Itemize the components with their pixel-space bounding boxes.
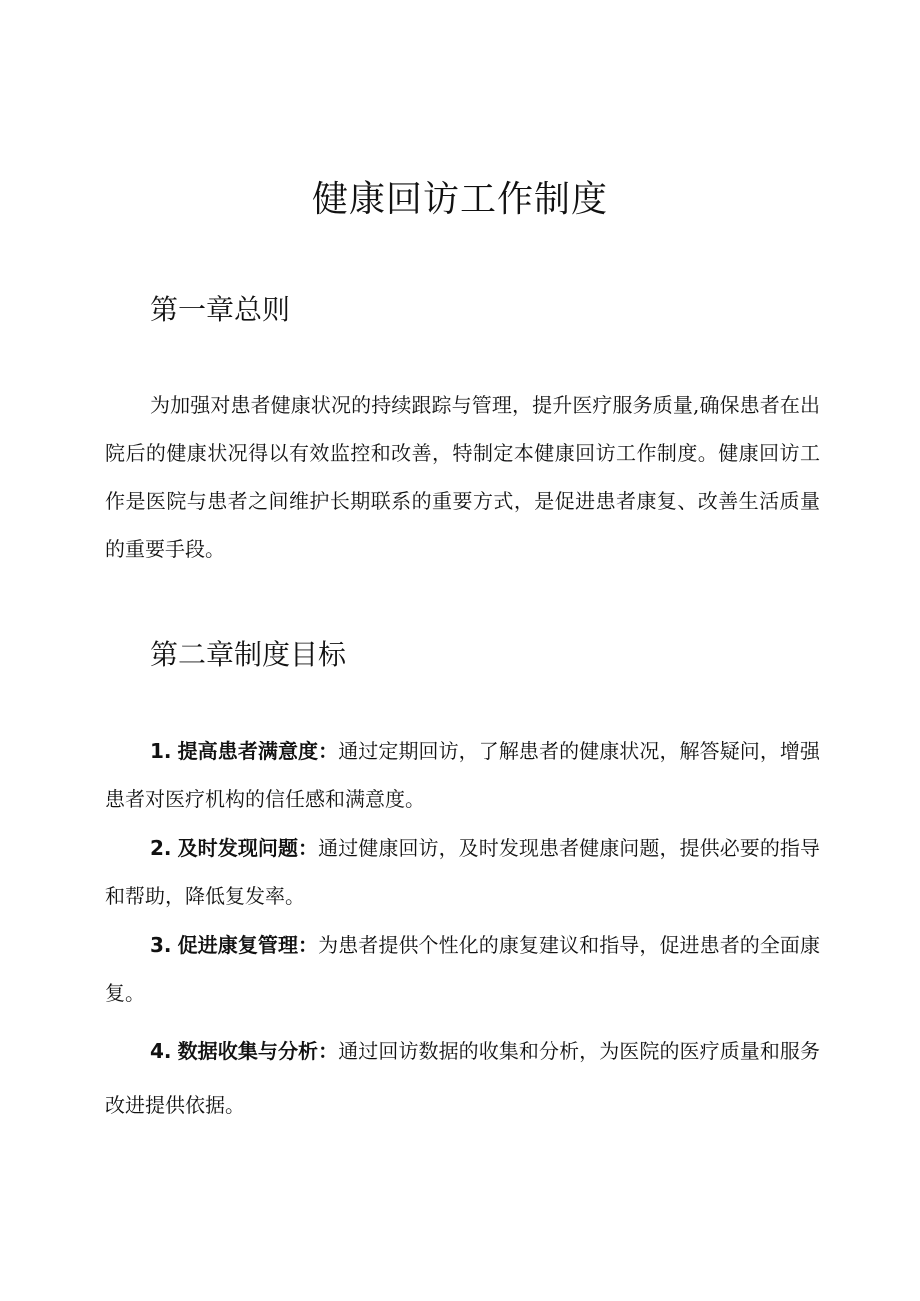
chapter-1-paragraph: 为加强对患者健康状况的持续跟踪与管理，提升医疗服务质量,确保患者在出院后的健康状况得以有效监控和改善，特制定本健康回访工作制度。健康回访工作是医院与患者之间维护长期联系的重要方式，是促进患者康复、改善生活质量的重要手段。	[105, 393, 820, 561]
goal-item-label: 提高患者满意度：	[177, 739, 339, 763]
chapter-1-heading: 第一章总则	[150, 293, 291, 326]
goal-item-text: 通过定期回访，了解患者的健康状况，解答疑问，增强患者对医疗机构的信任感和满意度。	[105, 739, 821, 811]
goal-item-text: 通过健康回访，及时发现患者健康问题，提供必要的指导和帮助，降低复发率。	[105, 836, 821, 908]
chapter-2-heading: 第二章制度目标	[150, 638, 347, 671]
goal-item-number: 2.	[150, 836, 172, 860]
goal-item-2	[105, 824, 820, 920]
goal-item-number: 3.	[150, 933, 172, 957]
goal-item-text: 通过回访数据的收集和分析，为医院的医疗质量和服务改进提供依据。	[105, 1039, 821, 1117]
document-title: 健康回访工作制度	[311, 179, 608, 220]
goal-item-label: 数据收集与分析：	[177, 1039, 339, 1063]
goal-item-number: 4.	[150, 1039, 172, 1063]
goal-item-4	[105, 1024, 820, 1132]
goal-item-label: 及时发现问题：	[177, 836, 319, 860]
goal-item-number: 1.	[150, 739, 172, 763]
goal-item-3	[105, 921, 820, 1017]
goal-item-text: 为患者提供个性化的康复建议和指导，促进患者的全面康复。	[105, 933, 821, 1005]
goal-item-1	[105, 727, 820, 823]
goal-item-label: 促进康复管理：	[177, 933, 319, 957]
